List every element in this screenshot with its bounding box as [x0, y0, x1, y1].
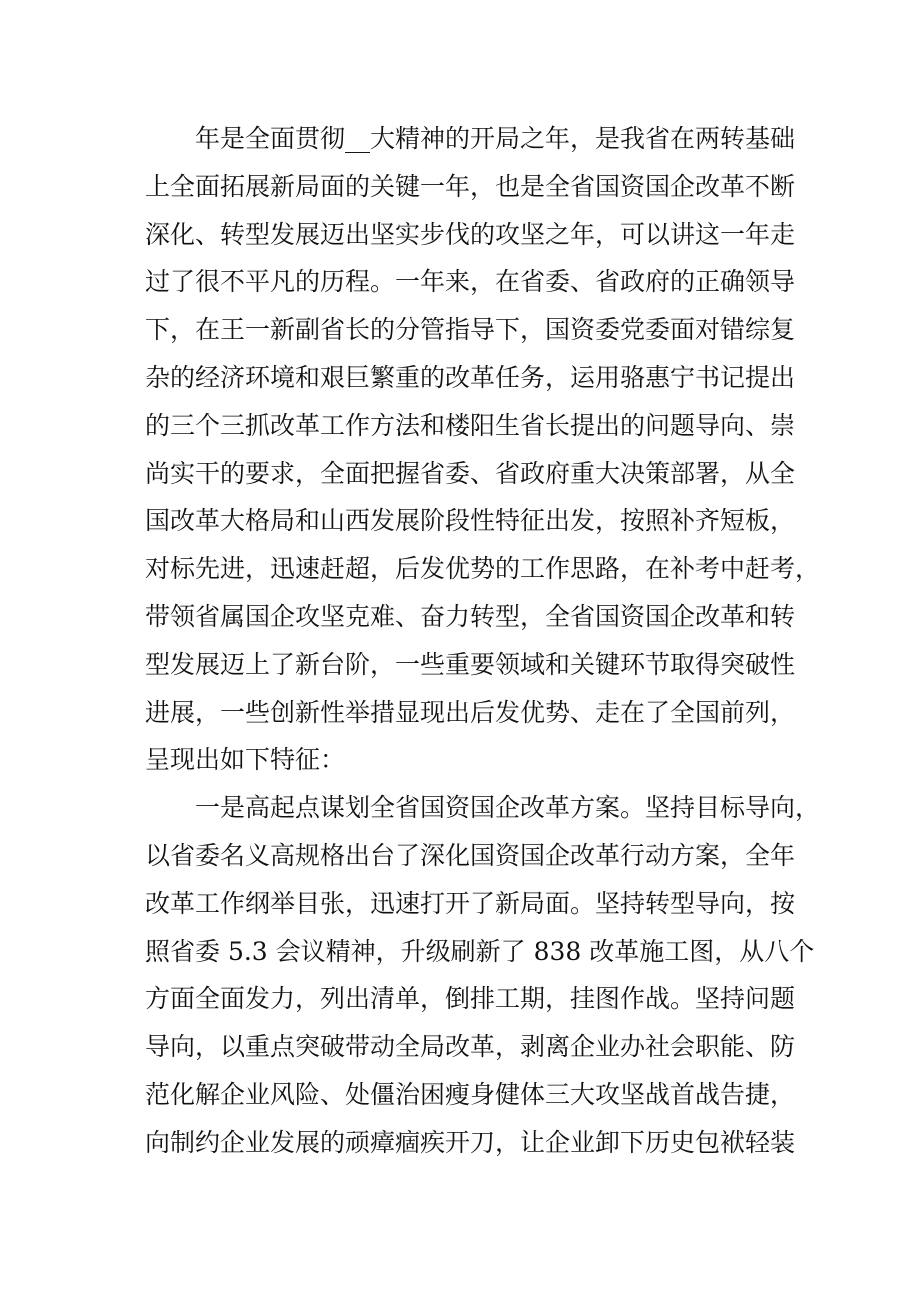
text-line: 呈现出如下特征： — [145, 745, 346, 775]
text-line: 年是全面贯彻__大精神的开局之年，是我省在两转基础 — [195, 124, 796, 153]
text-line: 深化、转型发展迈出坚实步伐的攻坚之年，可以讲这一年走 — [145, 219, 796, 249]
text-line: 方面全面发力，列出清单，倒排工期，挂图作战。坚持问题 — [145, 984, 796, 1014]
text-line: 对标先进，迅速赶超，后发优势的工作思路，在补考中赶考， — [145, 554, 821, 584]
text-line: 范化解企业风险、处僵治困瘦身健体三大攻坚战首战告捷， — [145, 1079, 796, 1109]
text-line: 国改革大格局和山西发展阶段性特征出发，按照补齐短板， — [145, 506, 796, 536]
text-line: 带领省属国企攻坚克难、奋力转型，全省国资国企改革和转 — [145, 601, 796, 631]
text-line: 导向，以重点突破带动全局改革，剥离企业办社会职能、防 — [145, 1032, 796, 1062]
text-line: 杂的经济环境和艰巨繁重的改革任务，运用骆惠宁书记提出 — [145, 362, 796, 392]
text-line: 过了很不平凡的历程。一年来，在省委、省政府的正确领导 — [145, 267, 796, 297]
text-line: 改革工作纲举目张，迅速打开了新局面。坚持转型导向，按 — [145, 888, 796, 918]
text-line: 照省委 5.3 会议精神，升级刷新了 838 改革施工图，从八个 — [145, 936, 815, 966]
text-line: 下，在王一新副省长的分管指导下，国资委党委面对错综复 — [145, 315, 796, 345]
text-line: 上全面拓展新局面的关键一年，也是全省国资国企改革不断 — [145, 171, 796, 201]
text-line: 的三个三抓改革工作方法和楼阳生省长提出的问题导向、崇 — [145, 410, 796, 440]
text-line: 尚实干的要求，全面把握省委、省政府重大决策部署，从全 — [145, 458, 796, 488]
text-line: 以省委名义高规格出台了深化国资国企改革行动方案，全年 — [145, 840, 796, 870]
paragraph-intro — [145, 115, 821, 784]
text-line: 一是高起点谋划全省国资国企改革方案。坚持目标导向， — [195, 793, 821, 823]
paragraph-point-one — [145, 784, 821, 1166]
document-page — [145, 115, 821, 1167]
text-line: 向制约企业发展的顽瘴痼疾开刀，让企业卸下历史包袱轻装 — [145, 1127, 796, 1157]
text-line: 进展，一些创新性举措显现出后发优势、走在了全国前列， — [145, 697, 796, 727]
text-line: 型发展迈上了新台阶，一些重要领域和关键环节取得突破性 — [145, 649, 796, 679]
